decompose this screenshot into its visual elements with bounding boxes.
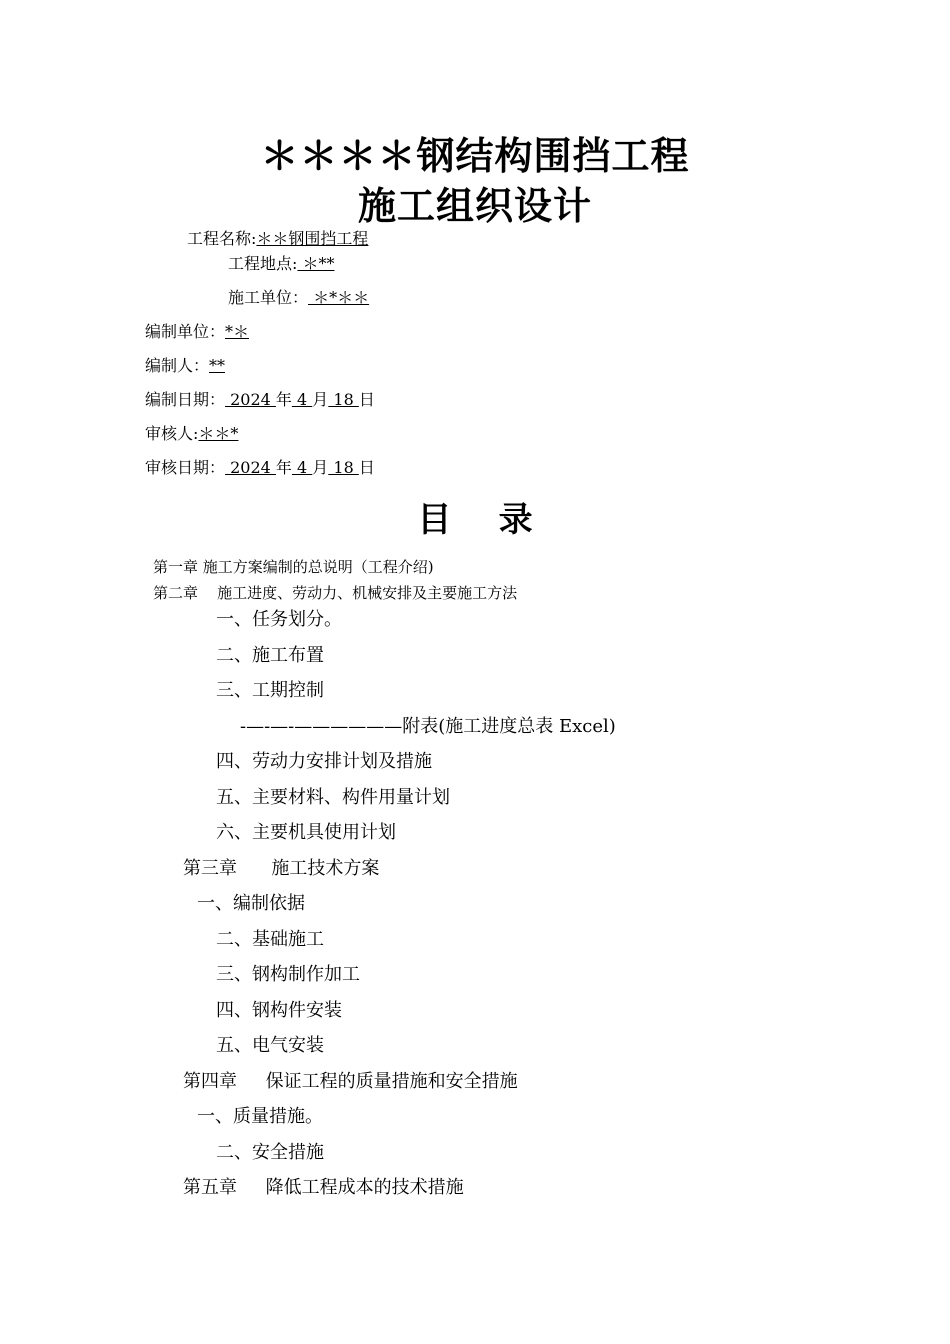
- toc-item[interactable]: 六、主要机具使用计划: [216, 822, 396, 843]
- contractor-label: 施工单位：: [228, 288, 309, 307]
- toc-item-chapter1[interactable]: 第一章 施工方案编制的总说明（工程介绍): [153, 558, 434, 576]
- compiler-label: 编制人：: [145, 356, 210, 375]
- compile-year-unit: 年: [275, 390, 292, 409]
- toc-item[interactable]: 一、任务划分。: [216, 609, 342, 630]
- project-name-label: 工程名称:: [187, 229, 257, 248]
- review-year-unit: 年: [275, 458, 292, 477]
- toc-item[interactable]: 一、编制依据: [197, 893, 305, 914]
- toc-item[interactable]: 二、基础施工: [216, 929, 324, 950]
- toc-item[interactable]: 一、质量措施。: [197, 1106, 323, 1127]
- toc-item-chapter5[interactable]: 第五章 降低工程成本的技术措施: [183, 1177, 464, 1198]
- reviewer-row: [145, 421, 238, 444]
- location-row: [228, 251, 335, 274]
- toc-item[interactable]: 四、钢构件安装: [216, 1000, 342, 1021]
- review-day: 18: [328, 458, 359, 477]
- document-title: ＊＊＊＊钢结构围挡工程: [260, 134, 690, 178]
- location-label: 工程地点:: [228, 254, 298, 273]
- compiler-row: [145, 353, 225, 376]
- toc-item[interactable]: 二、安全措施: [216, 1142, 324, 1163]
- toc-item[interactable]: 三、钢构制作加工: [216, 964, 360, 985]
- toc-item-chapter3[interactable]: 第三章 施工技术方案: [183, 858, 380, 879]
- compile-day-unit: 日: [358, 390, 375, 409]
- project-name-row: [187, 226, 368, 249]
- reviewer-label: 审核人:: [145, 424, 199, 443]
- review-date-row: [145, 455, 375, 478]
- document-subtitle: 施工组织设计: [357, 184, 592, 228]
- review-year: 2024: [225, 458, 276, 477]
- compiler-unit-label: 编制单位：: [145, 322, 226, 341]
- compiler-value: **: [209, 356, 226, 375]
- compile-month-unit: 月: [312, 390, 329, 409]
- review-month: 4: [291, 458, 313, 477]
- review-date-label: 审核日期：: [145, 458, 226, 477]
- toc-item-chapter2[interactable]: 第二章 施工进度、劳动力、机械安排及主要施工方法: [153, 584, 518, 602]
- review-day-unit: 日: [358, 458, 375, 477]
- compile-year: 2024: [225, 390, 276, 409]
- toc-item[interactable]: 三、工期控制: [216, 680, 324, 701]
- reviewer-value: ＊＊*: [198, 424, 239, 443]
- compile-date-row: [145, 387, 375, 410]
- compile-date-label: 编制日期：: [145, 390, 226, 409]
- toc-item[interactable]: 五、电气安装: [216, 1035, 324, 1056]
- location-value: ＊**: [297, 254, 335, 273]
- contractor-value: ＊*＊＊: [308, 288, 370, 307]
- compiler-unit-value: *＊: [225, 322, 250, 341]
- toc-item[interactable]: 五、主要材料、构件用量计划: [216, 787, 450, 808]
- toc-item[interactable]: 二、施工布置: [216, 645, 324, 666]
- compiler-unit-row: [145, 319, 249, 342]
- toc-heading: 目 录: [417, 500, 533, 540]
- compile-day: 18: [328, 390, 359, 409]
- review-month-unit: 月: [312, 458, 329, 477]
- project-name-value: ＊＊钢围挡工程: [256, 229, 369, 248]
- toc-item-appendix[interactable]: -—-—-——————附表(施工进度总表 Excel): [240, 716, 616, 737]
- toc-item-chapter4[interactable]: 第四章 保证工程的质量措施和安全措施: [183, 1071, 518, 1092]
- compile-month: 4: [291, 390, 313, 409]
- contractor-row: [228, 285, 369, 308]
- toc-item[interactable]: 四、劳动力安排计划及措施: [216, 751, 432, 772]
